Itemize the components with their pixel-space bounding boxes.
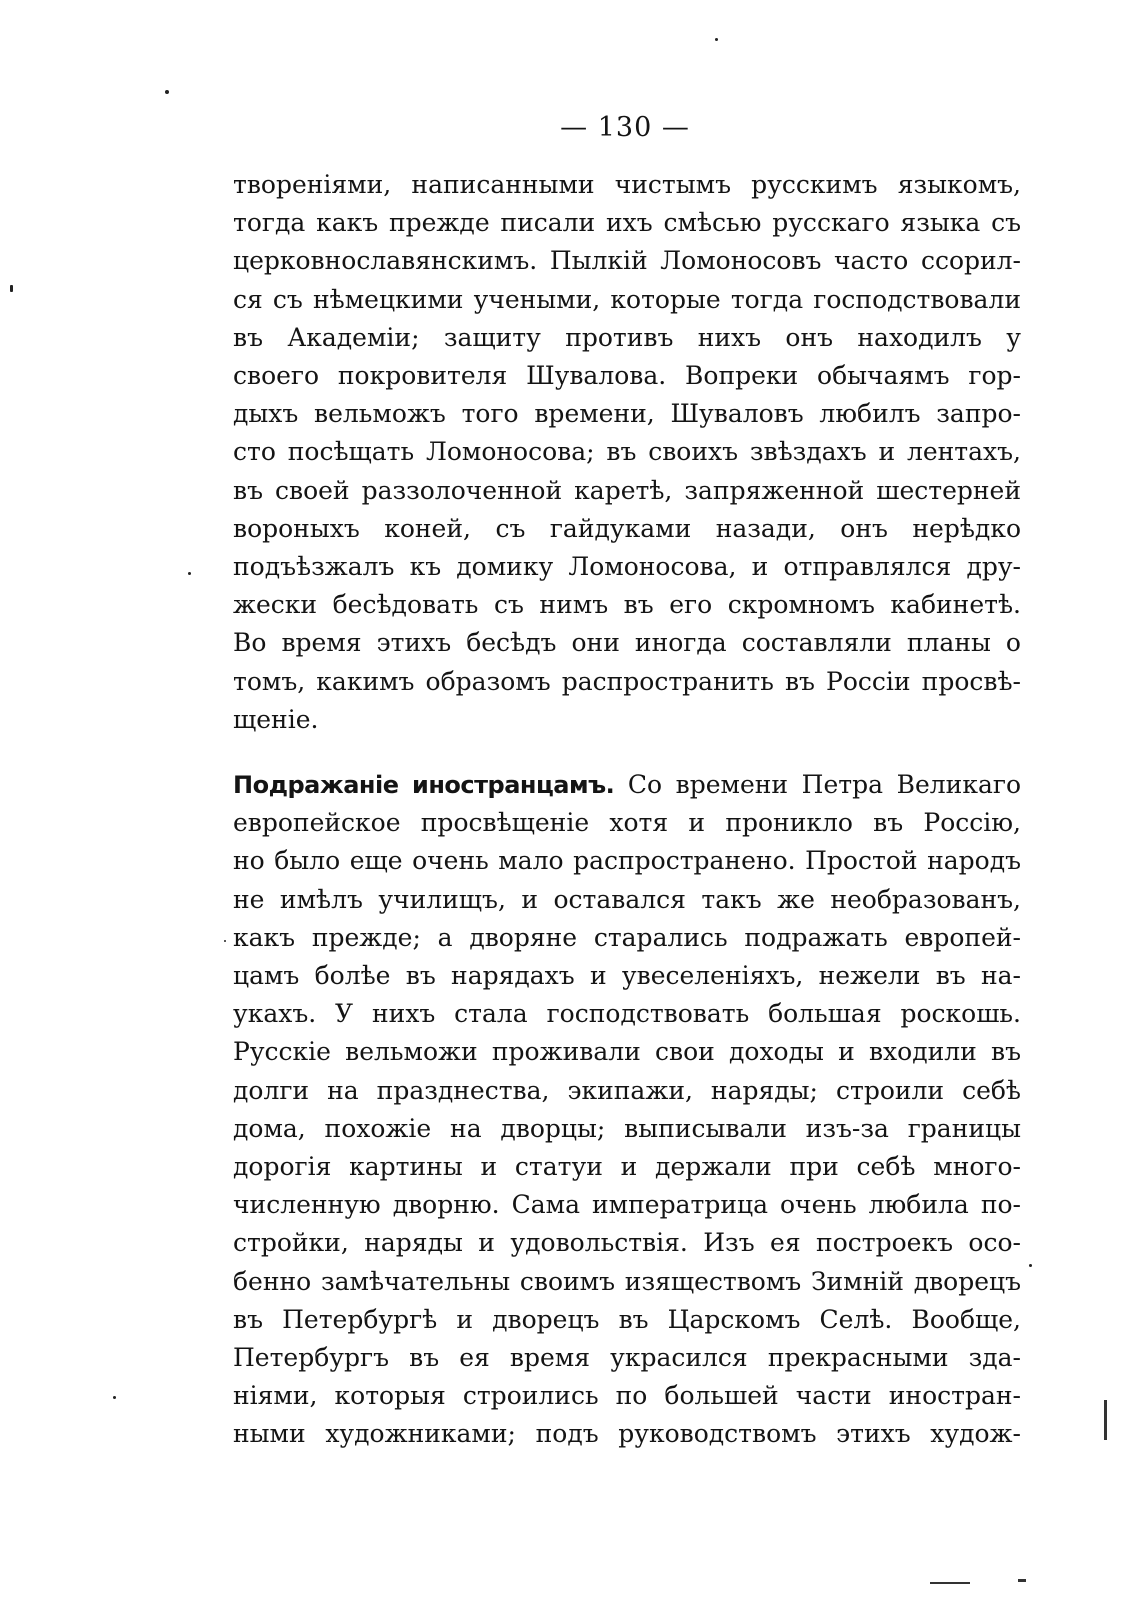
text-line: дорогія картины и статуи и держали при себѣ много- (233, 1152, 1021, 1182)
text-line: ніями, которыя строились по большей части иностран- (233, 1381, 1021, 1411)
text-line: дыхъ вельможъ того времени, Шуваловъ любилъ запро- (233, 399, 1021, 429)
text-line: укахъ. У нихъ стала господствовать большая роскошь. (233, 999, 1021, 1029)
text-line: жески бесѣдовать съ нимъ въ его скромномъ кабинетѣ. (233, 590, 1021, 620)
scan-speck (1029, 1264, 1032, 1267)
text-line: въ Петербургѣ и дворецъ въ Царскомъ Селѣ. Вообще, (233, 1304, 1021, 1334)
text-line: стройки, наряды и удовольствія. Изъ ея построекъ осо- (233, 1228, 1021, 1258)
scan-edge-mark (1018, 1579, 1026, 1582)
text-line: томъ, какимъ образомъ распространить въ Россіи просвѣ- (233, 666, 1021, 696)
text-line: тогда какъ прежде писали ихъ смѣсью русскаго языка съ (233, 208, 1021, 238)
text-line: подъѣзжалъ къ домику Ломоносова, и отправлялся дру- (233, 552, 1021, 582)
text-line: церковнославянскимъ. Пылкій Ломоносовъ часто ссорил- (233, 246, 1021, 276)
text-line-with-heading (233, 766, 1021, 804)
text-line: своего покровителя Шувалова. Вопреки обычаямъ гор- (233, 361, 1021, 391)
scan-speck (10, 285, 13, 292)
scan-speck (188, 572, 191, 575)
text-line: цамъ болѣе въ нарядахъ и увеселеніяхъ, нежели въ на- (233, 961, 1021, 991)
scan-edge-mark (930, 1582, 970, 1584)
text-fragment: Со времени Петра Великаго (627, 770, 1022, 799)
scan-speck (224, 940, 226, 942)
text-line: твореніями, написанными чистымъ русскимъ языкомъ, (233, 170, 1021, 199)
section-heading: Подражаніе иностранцамъ. (233, 771, 615, 799)
paragraph-2 (233, 766, 1021, 1454)
text-line: но было еще очень мало распространено. Простой народъ (233, 846, 1021, 876)
scan-speck (165, 90, 169, 94)
text-line: щеніе. (233, 704, 319, 734)
scan-edge-mark (1104, 1400, 1107, 1440)
text-line: ными художниками; подъ руководствомъ этихъ худож- (233, 1419, 1021, 1449)
paragraph-1 (233, 166, 1021, 739)
text-line: сто посѣщать Ломоносова; въ своихъ звѣздахъ и лентахъ, (233, 437, 1021, 467)
text-line: въ своей раззолоченной каретѣ, запряженной шестерней (233, 475, 1021, 505)
text-line: долги на празднества, экипажи, наряды; строили себѣ (233, 1075, 1021, 1105)
text-line: дома, похожіе на дворцы; выписывали изъ-за границы (233, 1113, 1021, 1143)
text-line: Петербургъ въ ея время украсился прекрасными зда- (233, 1343, 1021, 1373)
page-number: — 130 — (560, 112, 690, 143)
text-line: въ Академіи; защиту противъ нихъ онъ находилъ у (233, 322, 1021, 352)
text-line: бенно замѣчательны своимъ изяществомъ Зимній дворецъ (233, 1266, 1021, 1296)
text-line: Русскіе вельможи проживали свои доходы и входили въ (233, 1037, 1021, 1067)
text-line: какъ прежде; а дворяне старались подражать европей- (233, 922, 1021, 952)
text-line: ся съ нѣмецкими учеными, которые тогда господствовали (233, 284, 1021, 314)
text-line: европейское просвѣщеніе хотя и проникло въ Россію, (233, 808, 1021, 838)
text-line: вороныхъ коней, съ гайдуками назади, онъ нерѣдко (233, 513, 1021, 543)
scan-speck (715, 38, 718, 41)
scan-speck (113, 1396, 116, 1399)
text-line: не имѣлъ училищъ, и оставался такъ же необразованъ, (233, 884, 1021, 914)
text-line: численную дворню. Сама императрица очень любила по- (233, 1190, 1021, 1220)
text-line: Во время этихъ бесѣдъ они иногда составляли планы о (233, 628, 1021, 658)
